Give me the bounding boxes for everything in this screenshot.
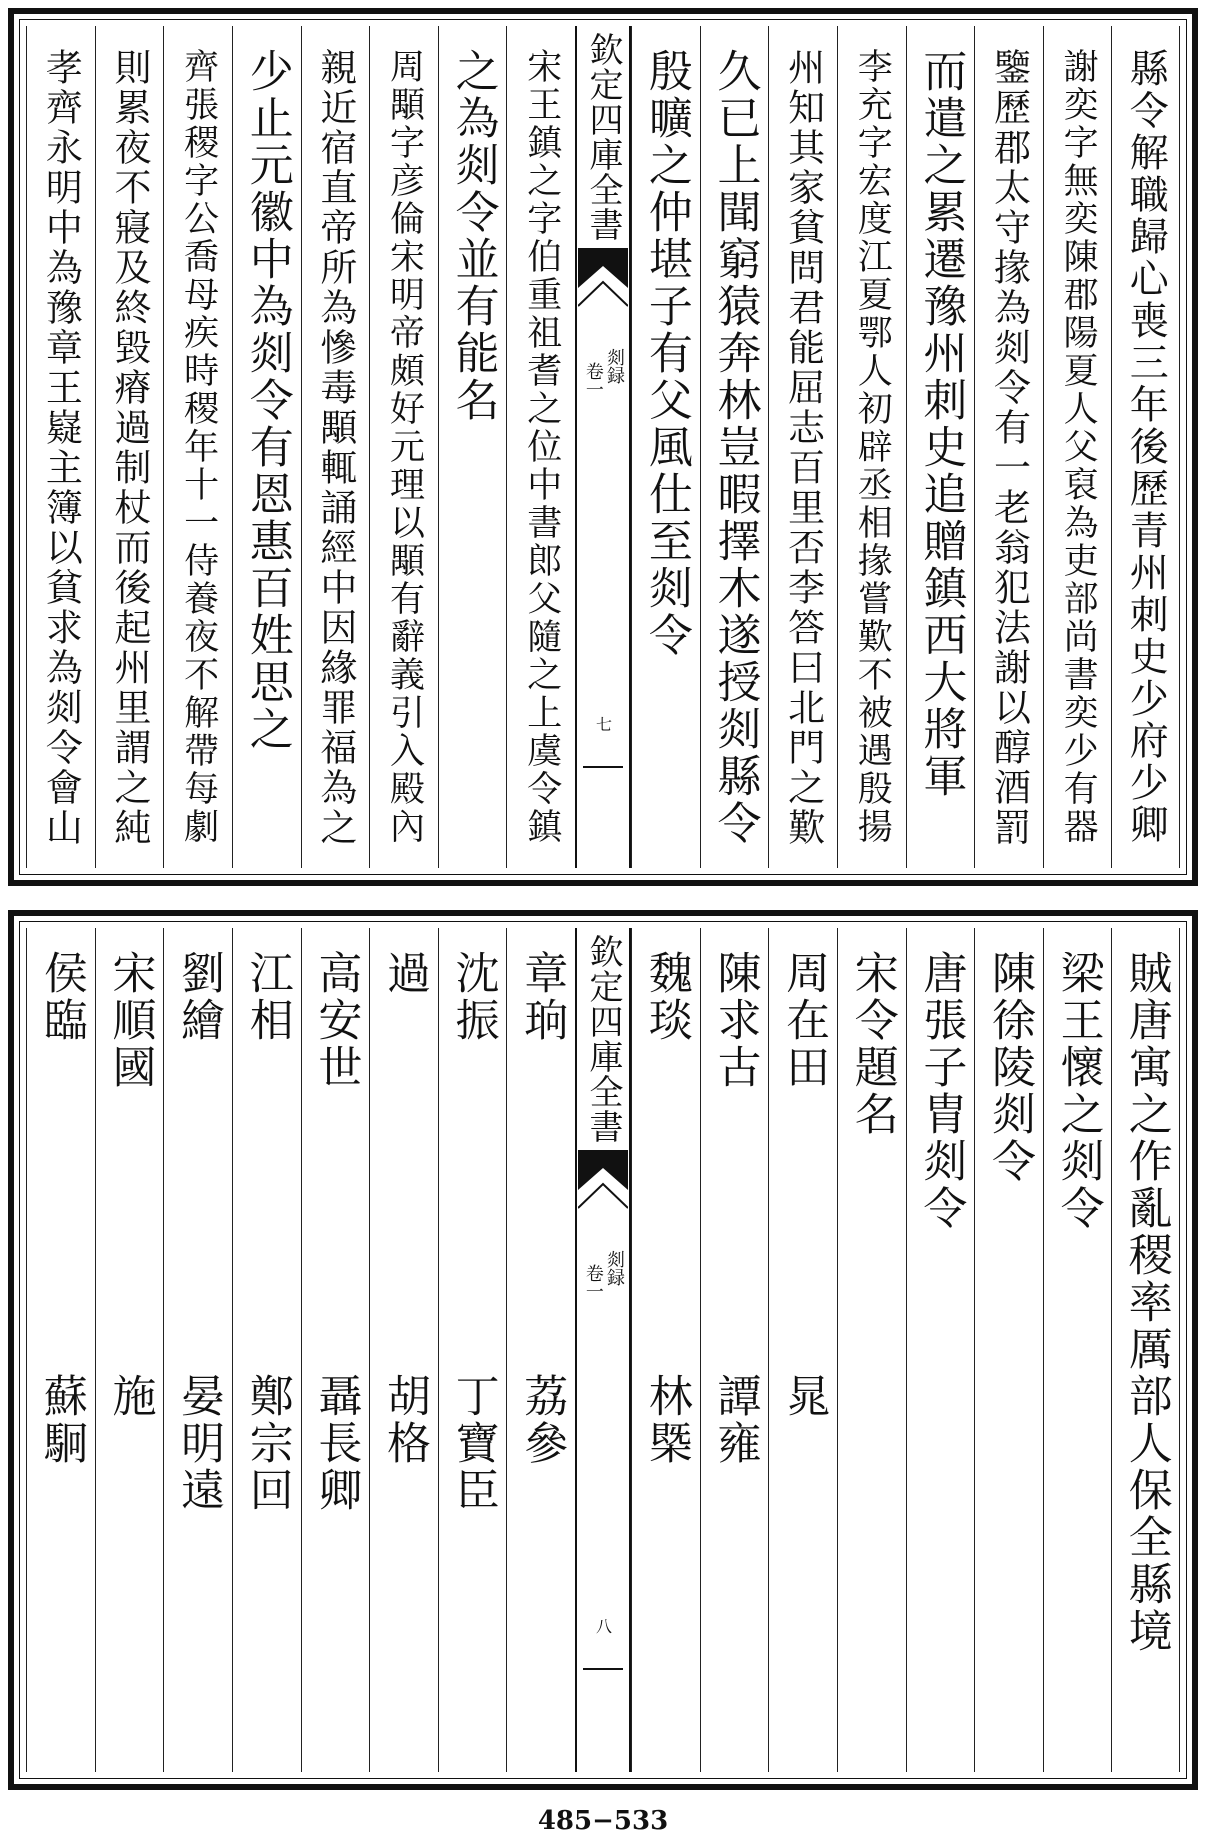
top-page-number: 七 <box>593 716 613 732</box>
top-column-text: 州知其家貧問君能屈志百里否李答曰北門之歎 <box>781 48 825 848</box>
bottom-text-column <box>506 928 575 1772</box>
top-text-columns <box>26 26 1180 868</box>
bottom-column-text: 劉繪 <box>173 950 225 1044</box>
top-column-text: 宋王鎮之字伯重祖耆之位中書郎父隨之上虞令鎮 <box>521 48 562 846</box>
bottom-text-column <box>974 928 1043 1772</box>
bottom-side-book-title: 剡録 <box>604 1250 625 1286</box>
bottom-column-text: 沈振 <box>447 950 499 1044</box>
top-text-column <box>26 26 95 868</box>
bottom-column-text: 陳求古 <box>709 950 761 1091</box>
bottom-column-text: 梁王懷之剡令 <box>1052 950 1104 1232</box>
bottom-text-column <box>369 928 438 1772</box>
top-book-banner-title: 欽定四庫全書 <box>583 32 623 242</box>
top-column-text: 縣令解職歸心喪三年後歷青州刺史少府少卿 <box>1123 48 1169 846</box>
top-side-book-title: 剡録 <box>604 348 625 384</box>
top-text-column <box>906 26 975 868</box>
top-text-column <box>768 26 837 868</box>
top-text-column <box>163 26 232 868</box>
bottom-fish-tail-mark-icon <box>578 1150 628 1210</box>
bottom-column-text: 過 <box>378 950 430 997</box>
bottom-column-text: 魏琰 <box>640 950 692 1044</box>
top-side-volume: 卷一 <box>582 362 604 398</box>
top-column-text: 周顒字彦倫宋明帝頗好元理以顒有辭義引入殿內 <box>384 48 425 846</box>
bottom-column-text: 高安世 <box>310 950 362 1091</box>
bottom-page-number: 八 <box>593 1618 613 1634</box>
top-text-column <box>301 26 370 868</box>
top-column-text: 謝奕字無奕陳郡陽夏人父裒為吏部尚書奕少有器 <box>1058 48 1099 846</box>
bottom-column-text: 宋令題名 <box>846 950 898 1138</box>
bottom-column-lower-text: 鄭宗回 <box>241 1373 293 1514</box>
bottom-text-column <box>1111 928 1180 1772</box>
top-column-text: 鑒歷郡太守掾為剡令有一老翁犯法謝以醇酒罰 <box>987 48 1031 848</box>
bottom-column-lower-text: 林槩 <box>640 1373 692 1467</box>
bottom-column-lower-text: 施 <box>104 1373 156 1420</box>
top-column-text: 而遣之累遷豫州刺史追贈鎮西大將軍 <box>915 48 967 800</box>
top-text-column <box>369 26 438 868</box>
top-column-text: 之為剡令並有能名 <box>447 48 499 424</box>
bottom-text-column <box>1043 928 1112 1772</box>
bottom-column-lower-text: 聶長卿 <box>310 1373 362 1514</box>
bottom-column-lower-text: 丁寶臣 <box>447 1373 499 1514</box>
top-text-column <box>1043 26 1112 868</box>
bottom-text-column <box>26 928 95 1772</box>
bottom-text-column <box>95 928 164 1772</box>
bottom-page-frame <box>8 910 1198 1790</box>
bottom-text-columns <box>26 928 1180 1772</box>
top-text-column <box>700 26 769 868</box>
bottom-column-text: 江相 <box>241 950 293 1044</box>
bottom-book-banner-title: 欽定四庫全書 <box>583 934 623 1144</box>
bottom-column-lower-text: 胡格 <box>378 1373 430 1467</box>
bottom-column-text: 陳徐陵剡令 <box>983 950 1035 1185</box>
bottom-column-lower-text: 晏明遠 <box>173 1373 225 1514</box>
top-fish-tail-mark-icon <box>578 248 628 308</box>
top-column-text: 親近宿直帝所為慘毒顒輒誦經中因緣罪福為之 <box>313 48 357 848</box>
top-column-text: 齊張稷字公喬母疾時稷年十一侍養夜不解帶每劇 <box>178 48 219 846</box>
bottom-text-column <box>163 928 232 1772</box>
bottom-text-column <box>700 928 769 1772</box>
bottom-leaf-rule <box>583 1668 623 1670</box>
bottom-center-banner-column <box>575 928 631 1772</box>
bottom-column-text: 侯臨 <box>35 950 87 1044</box>
bottom-column-text: 周在田 <box>778 950 830 1091</box>
top-column-text: 殷曠之仲堪子有父風仕至剡令 <box>640 48 692 659</box>
bottom-side-volume: 卷一 <box>582 1264 604 1300</box>
footer-page-code: 485−533 <box>537 1806 669 1836</box>
bottom-text-column <box>906 928 975 1772</box>
top-text-column <box>837 26 906 868</box>
top-page-frame <box>8 8 1198 886</box>
top-text-column <box>974 26 1043 868</box>
top-leaf-rule <box>583 766 623 768</box>
bottom-text-column <box>301 928 370 1772</box>
top-text-column <box>631 26 700 868</box>
top-text-column <box>506 26 575 868</box>
top-text-column <box>95 26 164 868</box>
top-text-column <box>438 26 507 868</box>
bottom-text-column <box>768 928 837 1772</box>
bottom-column-lower-text: 譚雍 <box>709 1373 761 1467</box>
top-column-text: 少止元徽中為剡令有恩惠百姓思之 <box>241 48 293 753</box>
bottom-column-lower-text: 蘇駉 <box>35 1373 87 1467</box>
bottom-column-lower-text: 晁 <box>778 1373 830 1420</box>
bottom-column-text: 賊唐寓之作亂稷率厲部人保全縣境 <box>1120 950 1172 1655</box>
bottom-column-lower-text: 荔參 <box>516 1373 568 1467</box>
top-text-column <box>232 26 301 868</box>
bottom-column-text: 唐張子胄剡令 <box>915 950 967 1232</box>
top-column-text: 久已上聞窮猿奔林豈暇擇木遂授剡縣令 <box>709 48 761 847</box>
top-text-column <box>1111 26 1180 868</box>
bottom-column-text: 章珦 <box>516 950 568 1044</box>
bottom-text-column <box>837 928 906 1772</box>
top-column-text: 則累夜不寢及終毀瘠過制杖而後起州里謂之純 <box>107 48 151 848</box>
top-column-text: 孝齊永明中為豫章王嶷主簿以貧求為剡令會山 <box>39 48 83 848</box>
top-column-text: 李充字宏度江夏鄂人初辟丞相掾嘗歎不被遇殷揚 <box>852 48 893 846</box>
bottom-text-column <box>438 928 507 1772</box>
bottom-text-column <box>631 928 700 1772</box>
bottom-column-text: 宋順國 <box>104 950 156 1091</box>
top-center-banner-column <box>575 26 631 868</box>
bottom-text-column <box>232 928 301 1772</box>
